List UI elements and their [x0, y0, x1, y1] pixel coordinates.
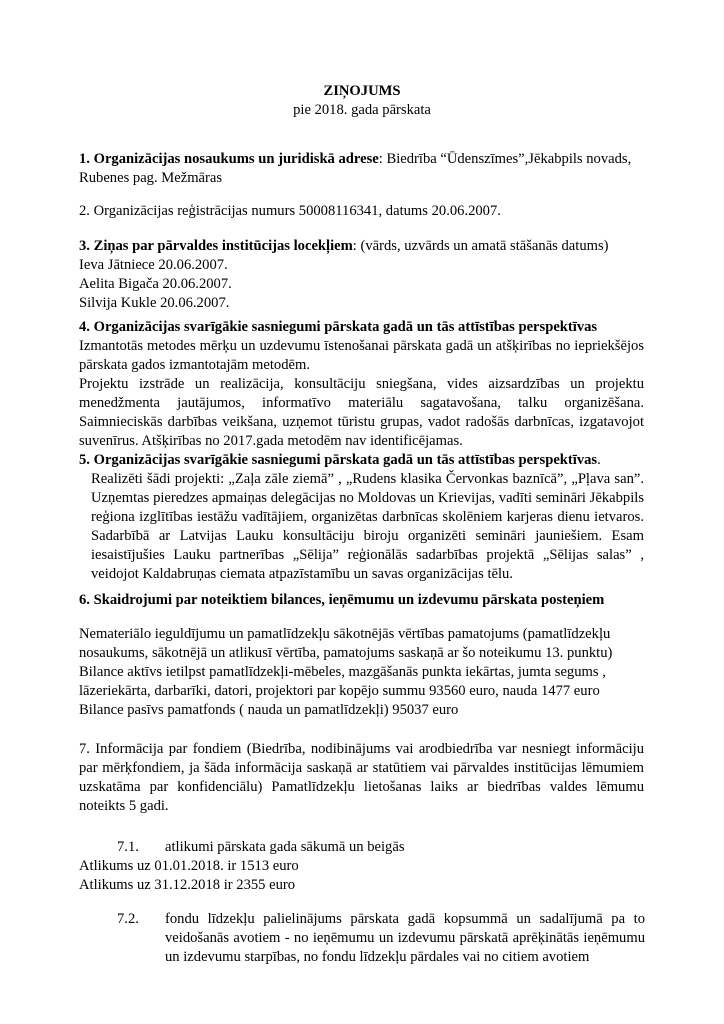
section-5-body: Realizēti šādi projekti: „Zaļa zāle ziemā” , „Rudens klasika Červonkas baznīcā”, „Pļava san”. Uzņemtas pieredzes apmaiņas delegācijas no Moldovas un Krievijas, vadīti semināri Jēkabpils reģiona izglītības iestāžu vadītājiem, organizētas darbnīcas skolēniem karjeras dienu ietvaros. Sadarbībā ar Latvijas Lauku konsultāciju biroju organizēti semināri jauniešiem. Esam iesaistījušies Lauku partnerības „Sēlija” reģionālās sadarbības projektā „Sēlijas salas” , veidojot Kaldabruņas ciemata atpazīstamību un savas organizācijas tēlu.: [91, 471, 644, 582]
section-7-1-balances: [79, 857, 644, 895]
section-5-heading: 5. Organizācijas svarīgākie sasniegumi pārskata gadā un tās attīstības perspektīvas: [79, 452, 598, 468]
member-item: Aelita Bigača 20.06.2007.: [79, 276, 232, 292]
member-item: Silvija Kukle 20.06.2007.: [79, 295, 230, 311]
section-1: [79, 150, 644, 188]
section-7-1-number: 7.1.: [117, 839, 139, 855]
document-subtitle: pie 2018. gada pārskata: [293, 102, 431, 118]
section-7: [79, 740, 644, 816]
section-2-text: 2. Organizācijas reģistrācijas numurs 50008116341, datums 20.06.2007.: [79, 203, 501, 219]
section-5: [79, 451, 644, 584]
section-3: [79, 237, 644, 313]
section-6-body: [79, 625, 644, 720]
section-6: [79, 591, 644, 610]
section-4: [79, 318, 644, 451]
section-7-2-text: fondu līdzekļu palielinājums pārskata gadā kopsummā un sadalījumā pa to veidošanās avotiem - no ieņēmumu un izdevumu pārskatā aprēķinātās ieņēmumu un izdevumu starpības, no fondu līdzekļu pārdales vai no citiem avotiem: [165, 911, 645, 965]
balance-line: Atlikums uz 01.01.2018. ir 1513 euro: [79, 858, 299, 874]
section-6-line: Bilance pasīvs pamatfonds ( nauda un pamatlīdzekļi) 95037 euro: [79, 702, 459, 718]
section-4-heading: 4. Organizācijas svarīgākie sasniegumi pārskata gadā un tās attīstības perspektīvas: [79, 319, 598, 335]
section-4-paragraph: Izmantotās metodes mērķu un uzdevumu īstenošanai pārskata gadā un atšķirības no iepriekšējos pārskata gados izmantotajām metodēm.: [79, 338, 644, 373]
section-6-heading: 6. Skaidrojumi par noteiktiem bilances, ieņēmumu un izdevumu pārskata posteņiem: [79, 592, 605, 608]
section-3-label: 3. Ziņas par pārvaldes institūcijas locekļiem: [79, 238, 353, 254]
document-title: ZIŅOJUMS: [323, 83, 401, 99]
section-3-value: : (vārds, uzvārds un amatā stāšanās datums): [352, 238, 609, 254]
section-1-label: 1. Organizācijas nosaukums un juridiskā adrese: [79, 151, 379, 167]
section-7-2-number: 7.2.: [117, 911, 139, 927]
section-4-paragraph: Projektu izstrāde un realizācija, konsultāciju sniegšana, vides aizsardzības un projektu menedžmenta jautājumos, informatīvo materiālu sagatavošana, talku organizēšana. Saimnieciskās darbības veikšana, uzņemot tūristu grupas, vadot radošās darbnīcas, izgatavojot suvenīrus. Atšķirības no 2017.gada metodēm nav identificējamas.: [79, 376, 644, 449]
section-5-heading-end: .: [597, 452, 601, 468]
balance-line: Atlikums uz 31.12.2018 ir 2355 euro: [79, 877, 296, 893]
section-7-1-text: atlikumi pārskata gada sākumā un beigās: [165, 839, 405, 855]
section-6-line: Nemateriālo ieguldījumu un pamatlīdzekļu sākotnējās vērtības pamatojums (pamatlīdzekļu nosaukums, sākotnējā un atlikusī vērtība, pamatojums saskaņā ar šo noteikumu 13. punktu): [79, 626, 613, 661]
section-6-line: Bilance aktīvs ietilpst pamatlīdzekļi-mēbeles, mazgāšanās punkta iekārtas, jumta segums , lāzeriekārta, darbarīki, datori, projektori par kopējo summu 93560 euro, nauda 1477 euro: [79, 664, 606, 699]
section-1-value: : Biedrība “Ūdenszīmes”,Jēkabpils novads, Rubenes pag. Mežmāras: [79, 151, 632, 186]
section-2: [79, 202, 644, 221]
section-7-text: 7. Informācija par fondiem (Biedrība, nodibinājums vai arodbiedrība var nesniegt informāciju par mērķfondiem, ja šāda informācija saskaņā ar statūtiem vai pārvaldes institūcijas lēmumiem uzskatāma par konfidenciālu) Pamatlīdzekļu lietošanas laiks ar biedrības valdes lēmumu noteikts 5 gadi.: [79, 741, 644, 814]
member-item: Ieva Jātniece 20.06.2007.: [79, 257, 228, 273]
